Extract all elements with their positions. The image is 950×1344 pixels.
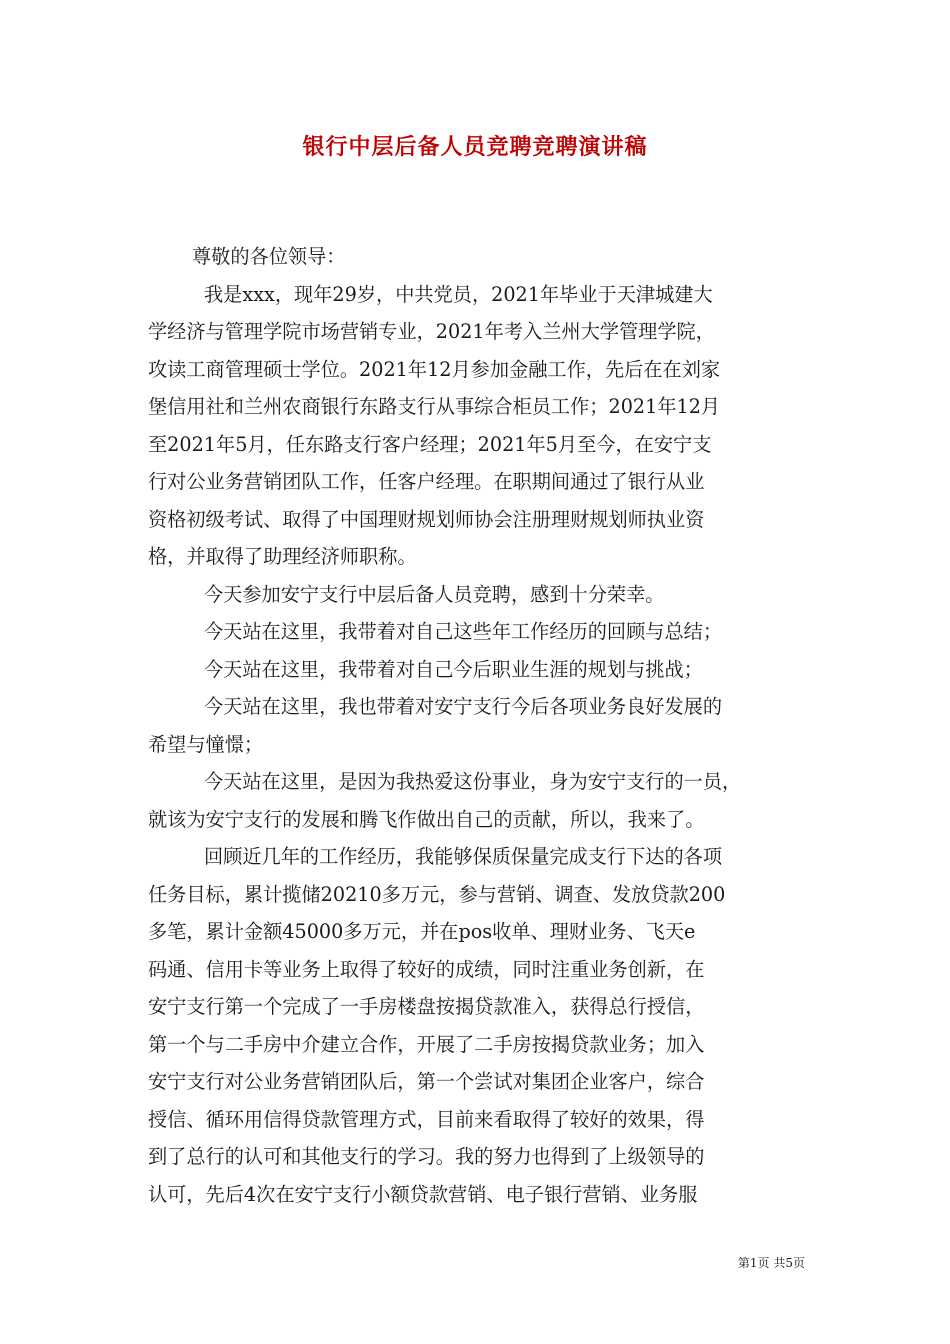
paragraph-line: 希望与憧憬；	[148, 732, 264, 756]
paragraph-line: 我是xxx，现年29岁，中共党员，2021年毕业于天津城建大	[204, 282, 713, 306]
document-title: 银行中层后备人员竞聘竞聘演讲稿	[302, 134, 648, 160]
paragraph-line: 今天站在这里，是因为我热爱这份事业，身为安宁支行的一员，	[204, 770, 742, 793]
paragraph-line: 格，并取得了助理经济师职称。	[148, 545, 417, 568]
paragraph-line: 学经济与管理学院市场营销专业，2021年考入兰州大学管理学院，	[148, 320, 715, 343]
paragraph-line: 任务目标，累计揽储20210多万元，参与营销、调查、发放贷款200	[148, 882, 726, 906]
paragraph-line: 多笔，累计金额45000多万元，并在pos收单、理财业务、飞天e	[148, 920, 696, 943]
paragraph-line: 认可，先后4次在安宁支行小额贷款营销、电子银行营销、业务服	[148, 1182, 698, 1206]
paragraph-line: 今天站在这里，我带着对自己这些年工作经历的回顾与总结；	[204, 620, 723, 643]
paragraph-line: 到了总行的认可和其他支行的学习。我的努力也得到了上级领导的	[148, 1145, 705, 1168]
paragraph-line: 安宁支行对公业务营销团队后，第一个尝试对集团企业客户，综合	[148, 1070, 705, 1093]
paragraph-line: 资格初级考试、取得了中国理财规划师协会注册理财规划师执业资	[148, 507, 705, 531]
paragraph-line: 就该为安宁支行的发展和腾飞作做出自己的贡献，所以，我来了。	[148, 807, 705, 831]
salutation-line: 尊敬的各位领导：	[192, 245, 346, 268]
paragraph-line: 攻读工商管理硕士学位。2021年12月参加金融工作，先后在在刘家	[148, 357, 721, 381]
paragraph-line: 第一个与二手房中介建立合作，开展了二手房按揭贷款业务；加入	[148, 1032, 705, 1056]
paragraph-line: 今天站在这里，我带着对自己今后职业生涯的规划与挑战；	[204, 657, 703, 681]
paragraph-line: 安宁支行第一个完成了一手房楼盘按揭贷款准入，获得总行授信，	[148, 995, 705, 1018]
paragraph-line: 今天站在这里，我也带着对安宁支行今后各项业务良好发展的	[204, 695, 723, 718]
paragraph-line: 回顾近几年的工作经历，我能够保质保量完成支行下达的各项	[204, 845, 723, 868]
paragraph-line: 堡信用社和兰州农商银行东路支行从事综合柜员工作；2021年12月	[148, 395, 721, 418]
document-body	[148, 238, 808, 1213]
page-number-footer: 第1页 共5页	[737, 1256, 805, 1270]
paragraph-line: 码通、信用卡等业务上取得了较好的成绩，同时注重业务创新，在	[148, 957, 705, 981]
paragraph-line: 至2021年5月，任东路支行客户经理；2021年5月至今，在安宁支	[148, 432, 712, 456]
paragraph-line: 行对公业务营销团队工作，任客户经理。在职期间通过了银行从业	[148, 470, 705, 493]
paragraph-line: 授信、循环用信得贷款管理方式，目前来看取得了较好的效果，得	[148, 1107, 705, 1131]
paragraph-line: 今天参加安宁支行中层后备人员竞聘，感到十分荣幸。	[204, 582, 665, 606]
